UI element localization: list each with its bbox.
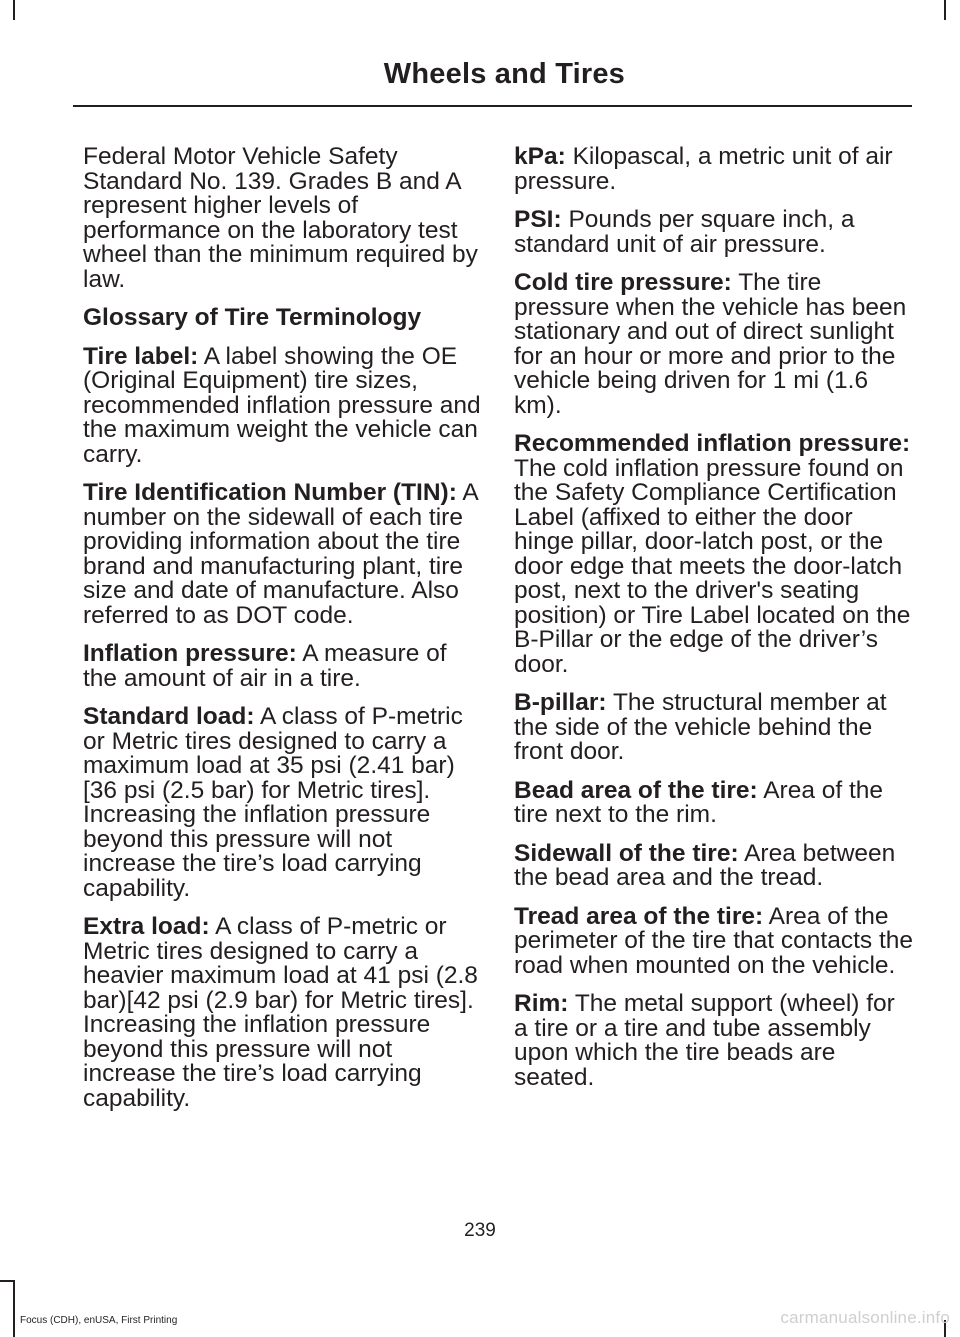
entry-definition: Area of the perimeter of the tire that contacts the road when mounted on the vehicle. xyxy=(514,902,914,979)
header-divider xyxy=(73,105,912,107)
entry-term: Tire Identification Number (TIN): xyxy=(83,479,457,506)
glossary-entry-inflation-pressure xyxy=(83,642,483,691)
entry-term: Cold tire pressure: xyxy=(514,269,732,296)
entry-definition: A label showing the OE (Original Equipment) tire sizes, recommended inflation pressure and the maximum weight the vehicle can carry. xyxy=(83,342,481,468)
entry-definition: Area between the bead area and the tread. xyxy=(514,839,896,891)
crop-mark-top-left xyxy=(13,0,15,20)
glossary-entry-cold-tire-pressure xyxy=(514,271,914,418)
left-column xyxy=(83,145,483,1125)
entry-term: Bead area of the tire: xyxy=(514,776,758,804)
entry-definition: A number on the sidewall of each tire providing information about the tire brand and manufacturing plant, tire size and date of manufacture. Also referred to as DOT code. xyxy=(83,479,478,629)
entry-definition: A class of P-metric or Metric tires designed to carry a heavier maximum load at 41 psi (2.8 bar)[42 psi (2.9 bar) for Metric tires]. Increasing the inflation pressure beyond this pressure will not increase the tire’s load carrying capability. xyxy=(83,913,478,1112)
crop-mark-top-right xyxy=(944,0,946,20)
entry-term: Recommended inflation pressure: xyxy=(514,430,911,457)
glossary-entry-b-pillar xyxy=(514,691,914,765)
entry-definition: The cold inflation pressure found on the Safety Compliance Certification Label (affixed to either the door hinge pillar, door-latch post, or the door edge that meets the door-latch post, next to the driver's seating position) or Tire Label located on the B-Pillar or the edge of the driver’s door. xyxy=(514,454,911,678)
glossary-entry-extra-load xyxy=(83,915,483,1111)
glossary-entry-psi xyxy=(514,208,914,257)
entry-definition: Pounds per square inch, a standard unit of air pressure. xyxy=(514,206,855,258)
entry-definition: The metal support (wheel) for a tire or a tire and tube assembly upon which the tire beads are seated. xyxy=(514,990,895,1091)
glossary-heading: Glossary of Tire Terminology xyxy=(83,304,422,331)
watermark: carmanualsonline.info xyxy=(780,1308,950,1327)
entry-definition: A measure of the amount of air in a tire. xyxy=(83,640,447,692)
glossary-entry-rim xyxy=(514,992,914,1090)
glossary-entry-tread-area xyxy=(514,902,914,979)
right-column xyxy=(514,145,914,1104)
entry-definition: Area of the tire next to the rim. xyxy=(514,776,884,828)
glossary-entry-kpa xyxy=(514,145,914,194)
entry-term: Tire label: xyxy=(83,342,199,370)
glossary-entry-sidewall xyxy=(514,839,914,891)
glossary-entry-standard-load xyxy=(83,705,483,901)
crop-mark-bottom-left xyxy=(13,1280,15,1337)
entry-definition: The structural member at the side of the vehicle behind the front door. xyxy=(514,689,887,765)
entry-term: Sidewall of the tire: xyxy=(514,839,739,867)
glossary-entry-tin xyxy=(83,481,483,628)
entry-term: Rim: xyxy=(514,990,569,1017)
entry-definition: Kilopascal, a metric unit of air pressure. xyxy=(514,143,893,195)
edition-footer: Focus (CDH), enUSA, First Printing xyxy=(20,1315,178,1326)
entry-term: Extra load: xyxy=(83,913,210,940)
crop-mark-bottom-left-tick xyxy=(0,1280,15,1282)
entry-term: Standard load: xyxy=(83,703,255,730)
entry-definition: The tire pressure when the vehicle has been stationary and out of direct sunlight for an hour or more and prior to the vehicle being driven for 1 mi (1.6 km). xyxy=(514,269,907,419)
entry-term: PSI: xyxy=(514,206,562,233)
page-number: 239 xyxy=(464,1220,496,1241)
intro-paragraph: Federal Motor Vehicle Safety Standard No. 139. Grades B and A represent higher levels of performance on the laboratory test wheel than the minimum required by law. xyxy=(83,143,478,293)
entry-term: B-pillar: xyxy=(514,689,607,716)
entry-term: Inflation pressure: xyxy=(83,640,297,667)
entry-term: Tread area of the tire: xyxy=(514,902,764,930)
entry-definition: A class of P-metric or Metric tires designed to carry a maximum load at 35 psi (2.41 bar)[36 psi (2.5 bar) for Metric tires]. Increasing the inflation pressure beyond this pressure will not increase the tire’s load carrying capability. xyxy=(83,703,463,902)
glossary-entry-tire-label xyxy=(83,342,483,468)
entry-term: kPa: xyxy=(514,143,566,170)
page-title: Wheels and Tires xyxy=(383,58,625,90)
glossary-entry-bead-area xyxy=(514,776,914,828)
glossary-entry-recommended-inflation-pressure xyxy=(514,432,914,677)
